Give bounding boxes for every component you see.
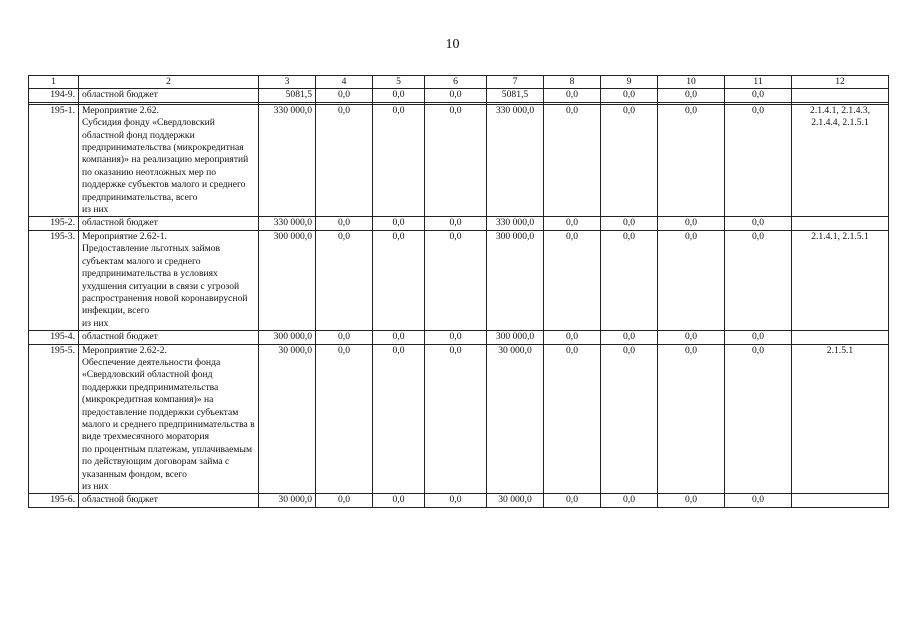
value-cell: 0,0 — [425, 494, 487, 507]
row-description: областной бюджет — [79, 494, 259, 507]
table-row — [29, 344, 889, 494]
row-number: 195-6. — [29, 494, 79, 507]
table-row — [29, 331, 889, 344]
indicator-ref: 2.1.4.1, 2.1.5.1 — [792, 230, 889, 330]
value-cell: 0,0 — [725, 217, 792, 230]
value-cell: 0,0 — [601, 331, 658, 344]
value-cell: 0,0 — [658, 344, 725, 494]
value-cell: 0,0 — [658, 89, 725, 102]
table-row — [29, 104, 889, 217]
value-cell: 0,0 — [601, 217, 658, 230]
row-description: Мероприятие 2.62-2. Обеспечение деятельности фонда «Свердловский областной фонд поддержки предпринимательства (микрокредитная компания)» на предоставление поддержки субъектам малого и среднего предпринимательства в виде трехмесячного моратория по процентным платежам, уплачиваемым по действующим договорам займа с указанным фондом, всего из них — [79, 344, 259, 494]
value-cell: 0,0 — [725, 104, 792, 217]
value-cell: 0,0 — [425, 230, 487, 330]
value-cell: 0,0 — [373, 217, 425, 230]
value-cell: 0,0 — [725, 230, 792, 330]
value-cell: 30 000,0 — [259, 344, 316, 494]
value-cell: 0,0 — [544, 217, 601, 230]
column-header: 2 — [79, 76, 259, 89]
value-cell: 0,0 — [725, 494, 792, 507]
value-cell: 0,0 — [373, 230, 425, 330]
value-cell: 0,0 — [316, 494, 373, 507]
indicator-ref — [792, 217, 889, 230]
value-cell: 0,0 — [658, 104, 725, 217]
value-cell: 0,0 — [316, 331, 373, 344]
column-header: 11 — [725, 76, 792, 89]
value-cell: 0,0 — [373, 331, 425, 344]
value-cell: 300 000,0 — [487, 230, 544, 330]
value-cell: 30 000,0 — [487, 494, 544, 507]
column-header: 3 — [259, 76, 316, 89]
page-number: 10 — [445, 37, 460, 52]
value-cell: 5081,5 — [487, 89, 544, 102]
value-cell: 0,0 — [373, 344, 425, 494]
table-row — [29, 89, 889, 102]
row-number: 195-2. — [29, 217, 79, 230]
value-cell: 0,0 — [725, 344, 792, 494]
row-description: Мероприятие 2.62-1. Предоставление льготных займов субъектам малого и среднего предпринимательства в условиях ухудшения ситуации в связи с угрозой распространения новой коронавирусной инфекции, всего из них — [79, 230, 259, 330]
value-cell: 0,0 — [601, 494, 658, 507]
indicator-ref — [792, 331, 889, 344]
row-description: областной бюджет — [79, 331, 259, 344]
row-number: 195-1. — [29, 104, 79, 217]
value-cell: 330 000,0 — [487, 217, 544, 230]
value-cell: 30 000,0 — [259, 494, 316, 507]
value-cell: 0,0 — [601, 230, 658, 330]
value-cell: 0,0 — [316, 344, 373, 494]
value-cell: 330 000,0 — [259, 104, 316, 217]
value-cell: 0,0 — [316, 89, 373, 102]
value-cell: 0,0 — [544, 230, 601, 330]
value-cell: 300 000,0 — [487, 331, 544, 344]
value-cell: 0,0 — [658, 331, 725, 344]
indicator-ref — [792, 494, 889, 507]
value-cell: 330 000,0 — [487, 104, 544, 217]
value-cell: 0,0 — [601, 89, 658, 102]
value-cell: 0,0 — [725, 89, 792, 102]
row-number: 195-3. — [29, 230, 79, 330]
column-header: 7 — [487, 76, 544, 89]
column-header: 1 — [29, 76, 79, 89]
value-cell: 0,0 — [544, 89, 601, 102]
value-cell: 30 000,0 — [487, 344, 544, 494]
table-row — [29, 217, 889, 230]
indicator-ref — [792, 89, 889, 102]
column-header: 5 — [373, 76, 425, 89]
row-number: 195-5. — [29, 344, 79, 494]
value-cell: 0,0 — [425, 89, 487, 102]
value-cell: 0,0 — [373, 494, 425, 507]
table-row — [29, 230, 889, 330]
value-cell: 5081,5 — [259, 89, 316, 102]
header-row — [29, 76, 889, 89]
value-cell: 0,0 — [425, 344, 487, 494]
value-cell: 0,0 — [425, 104, 487, 217]
row-number: 195-4. — [29, 331, 79, 344]
row-description: областной бюджет — [79, 89, 259, 102]
table-row — [29, 494, 889, 507]
value-cell: 0,0 — [425, 331, 487, 344]
value-cell: 300 000,0 — [259, 230, 316, 330]
indicator-ref: 2.1.5.1 — [792, 344, 889, 494]
value-cell: 330 000,0 — [259, 217, 316, 230]
value-cell: 0,0 — [544, 331, 601, 344]
value-cell: 0,0 — [658, 494, 725, 507]
column-header: 10 — [658, 76, 725, 89]
row-description: Мероприятие 2.62. Субсидия фонду «Свердловский областной фонд поддержки предпринимательства (микрокредитная компания)» на реализацию мероприятий по оказанию неотложных мер по поддержке субъектов малого и среднего предпринимательства, всего из них — [79, 104, 259, 217]
value-cell: 0,0 — [658, 230, 725, 330]
column-header: 6 — [425, 76, 487, 89]
column-header: 9 — [601, 76, 658, 89]
value-cell: 0,0 — [373, 104, 425, 217]
value-cell: 0,0 — [601, 104, 658, 217]
budget-table — [28, 75, 889, 508]
value-cell: 0,0 — [316, 104, 373, 217]
value-cell: 0,0 — [544, 344, 601, 494]
value-cell: 0,0 — [316, 217, 373, 230]
value-cell: 0,0 — [725, 331, 792, 344]
column-header: 4 — [316, 76, 373, 89]
value-cell: 0,0 — [544, 104, 601, 217]
value-cell: 0,0 — [658, 217, 725, 230]
value-cell: 0,0 — [316, 230, 373, 330]
column-header: 12 — [792, 76, 889, 89]
value-cell: 0,0 — [425, 217, 487, 230]
value-cell: 300 000,0 — [259, 331, 316, 344]
row-number: 194-9. — [29, 89, 79, 102]
row-description: областной бюджет — [79, 217, 259, 230]
column-header: 8 — [544, 76, 601, 89]
indicator-ref: 2.1.4.1, 2.1.4.3, 2.1.4.4, 2.1.5.1 — [792, 104, 889, 217]
value-cell: 0,0 — [373, 89, 425, 102]
value-cell: 0,0 — [601, 344, 658, 494]
value-cell: 0,0 — [544, 494, 601, 507]
